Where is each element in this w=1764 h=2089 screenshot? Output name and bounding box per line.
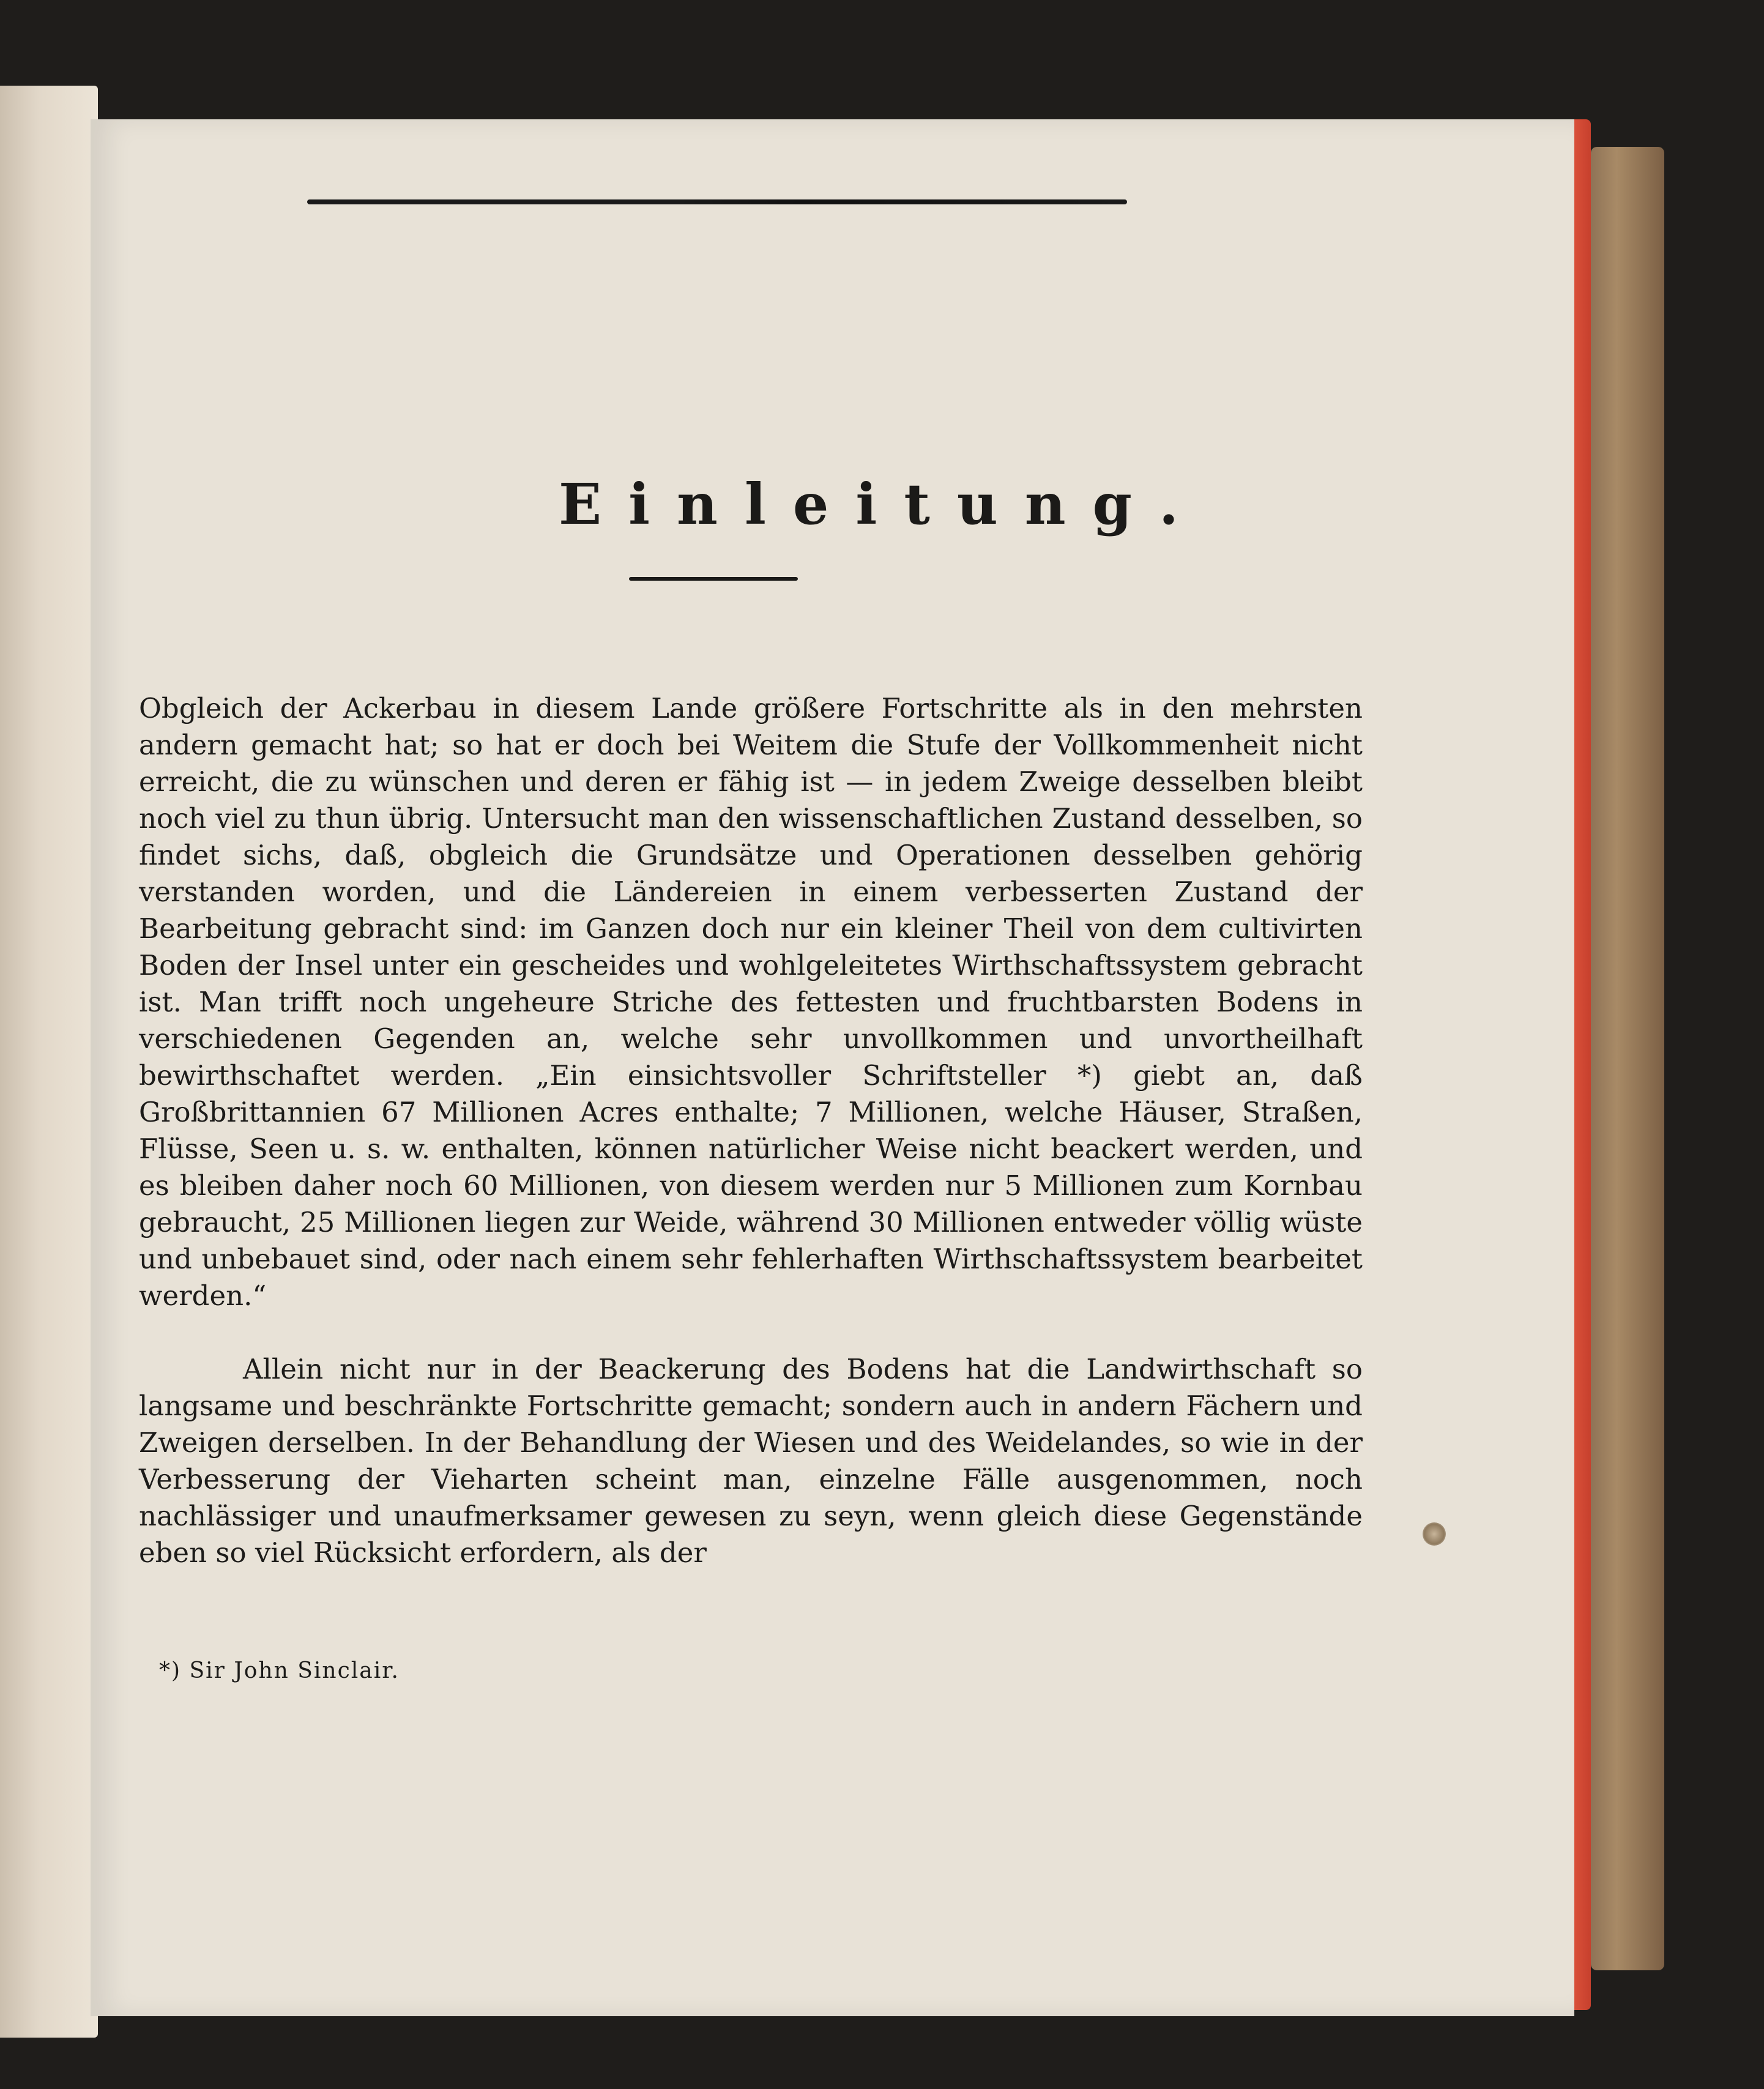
book-spine	[1591, 147, 1664, 1970]
paragraph-2: Allein nicht nur in der Beackerung des Bodens hat die Landwirthschaft so langsame und beschränkte Fortschritte gemacht; sondern auch in andern Fächern und Zweigen derselben. In der Behandlung der Wiesen und des Weidelandes, so wie in der Verbesserung der Vieharten scheint man, einzelne Fälle ausgenommen, noch nachlässiger und unaufmerksamer gewesen zu seyn, wenn gleich diese Gegenstände eben so viel Rücksicht erfordern, als der	[139, 1353, 1363, 1569]
left-page-edge	[0, 86, 98, 2038]
footnote: *) Sir John Sinclair.	[159, 1658, 400, 1683]
title-rule	[629, 577, 798, 581]
top-rule	[307, 199, 1127, 204]
paper-stain	[1423, 1522, 1446, 1546]
paragraph-1: Obgleich der Ackerbau in diesem Lande größere Fortschritte als in den mehrsten andern gemacht hat; so hat er doch bei Weitem die Stufe der Vollkommenheit nicht erreicht, die zu wünschen und deren er fähig ist — in jedem Zweige desselben bleibt noch viel zu thun übrig. Untersucht man den wissenschaftlichen Zustand desselben, so findet sichs, daß, obgleich die Grundsätze und Operationen desselben gehörig verstanden worden, und die Ländereien in einem verbesserten Zustand der Bearbeitung gebracht sind: im Ganzen doch nur ein kleiner Theil von dem cultivirten Boden der Insel unter ein gescheides und wohlgeleitetes Wirthschaftssystem gebracht ist. Man trifft noch ungeheure Striche des fettesten und fruchtbarsten Bodens in verschiedenen Gegenden an, welche sehr unvollkommen und unvortheilhaft bewirthschaftet werden. „Ein einsichtsvoller Schriftsteller *) giebt an, daß Großbrittannien 67 Millionen Acres enthalte; 7 Millionen, welche Häuser, Straßen, Flüsse, Seen u. s. w. enthalten, können natürlicher Weise nicht beackert werden, und es bleiben daher noch 60 Millionen, von diesem werden nur 5 Millionen zum Kornbau gebraucht, 25 Millionen liegen zur Weide, während 30 Millionen entweder völlig wüste und unbebauet sind, oder nach einem sehr fehlerhaften Wirthschaftssystem bearbeitet werden.“	[139, 692, 1363, 1312]
body-text	[139, 690, 1363, 1571]
chapter-title: Einleitung.	[558, 471, 1206, 537]
